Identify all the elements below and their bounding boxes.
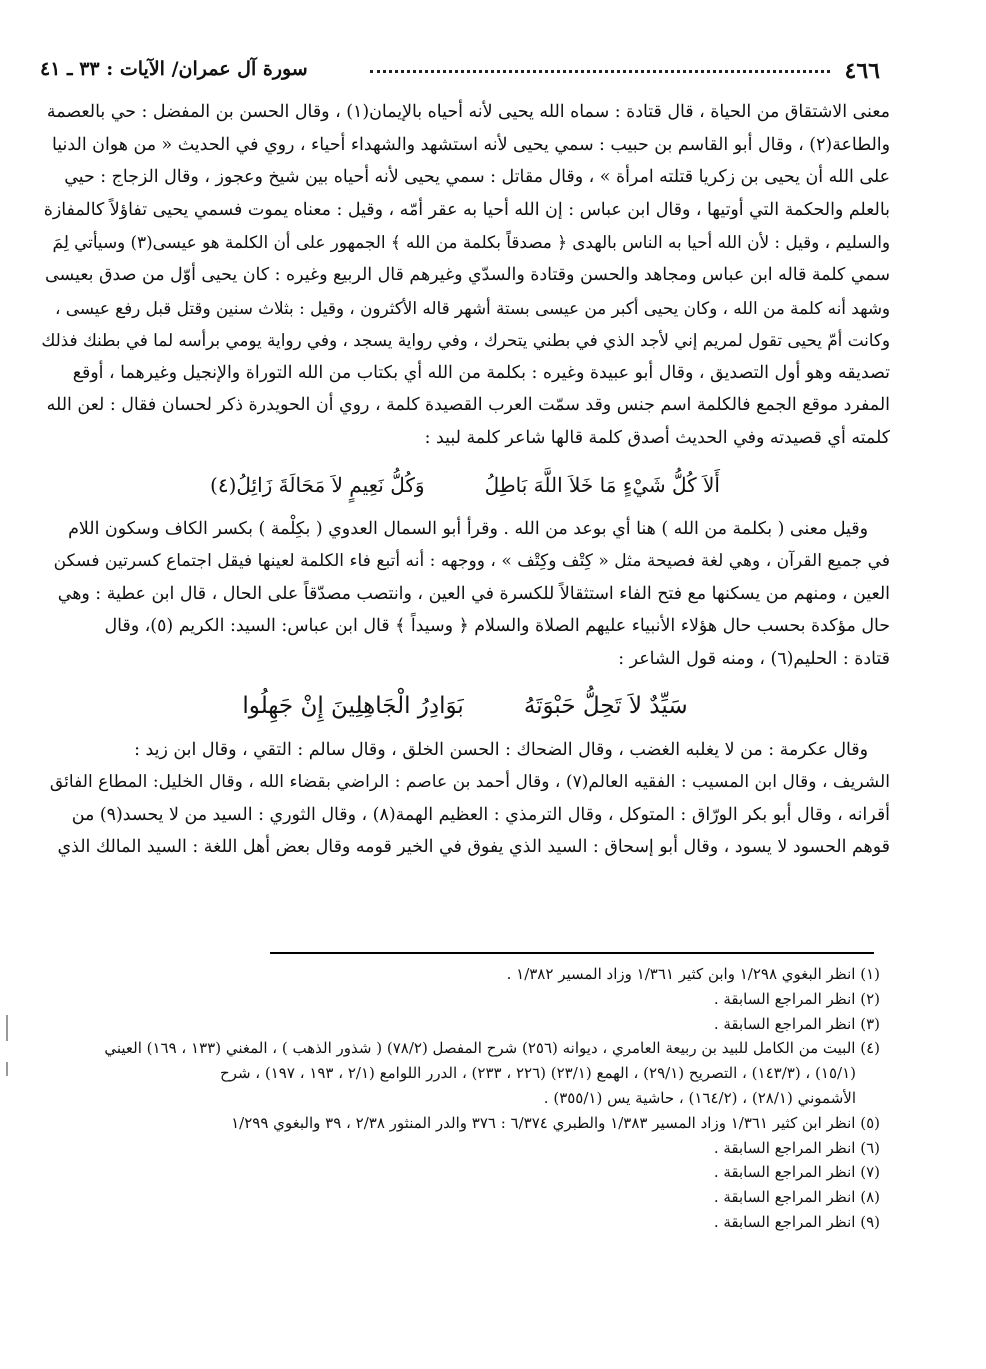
scan-margin-mark: [6, 1062, 8, 1076]
text-line: قتادة : الحليم(٦) ، ومنه قول الشاعر :: [618, 648, 890, 669]
text-line: تصديقه وهو أول التصديق ، وقال أبو عبيدة وغيره : بكلمة من الله أي بكتاب من الله التوراة والإنجيل وغيرهما ، أوقع: [72, 362, 890, 383]
text-line: العين ، ومنهم من يسكنها مع فتح الفاء استثقالاً للكسرة في العين ، وانتصب مصدّقاً على الحال ، قال ابن عطية : وهي: [57, 583, 890, 604]
text-line: والسليم ، وقيل : لأن الله أحيا به الناس بالهدى ﴿ مصدقاً بكلمة من الله ﴾ الجمهور على أن الكلمة هو عيسى(٣) وسيأتي لِمَ: [52, 232, 890, 253]
footnote: (٧) انظر المراجع السابقة .: [713, 1163, 880, 1182]
footnote: (٢) انظر المراجع السابقة .: [713, 989, 880, 1008]
footnote: (٣) انظر المراجع السابقة .: [713, 1014, 880, 1033]
text-line: قوهم الحسود لا يسود ، وقال أبو إسحاق : السيد الذي يفوق في الخير قومه وقال بعض أهل اللغة : السيد المالك الذي: [57, 837, 890, 858]
footnote: (١) انظر البغوي ١/٢٩٨ وابن كثير ١/٣٦١ وزاد المسير ١/٣٨٢ .: [506, 965, 880, 983]
verse-first-hemistich: سَيِّدٌ لاَ تَحِلُّ حَبْوَتَهُ: [523, 692, 688, 719]
text-line: في جميع القرآن ، وهي لغة فصيحة مثل « كِتْف وكِتْف » ، ووجهه : أنه أتبع فاء الكلمة لعينها فيقل اجتماع كسرتين فسكن: [53, 551, 890, 572]
surah-title: سورة آل عمران/ الآيات : ٣٣ ـ ٤١: [40, 58, 308, 80]
text-line: والطاعة(٢) ، وقال أبو القاسم بن حبيب : سمي يحيى لأنه استشهد والشهداء أحياء ، روي في الحديث « من هوان الدنيا: [52, 134, 890, 155]
main-text: [40, 96, 890, 864]
text-line: على الله أن يحيى بن زكريا قتلته امرأة » ، وقال مقاتل : سمي يحيى لأنه أحياه بين شيخ وعجوز ، وقال الزجاج : حيي: [64, 167, 890, 188]
page-header: [40, 56, 880, 90]
text-line: بالعلم والحكمة التي أوتيها ، وقال ابن عباس : إن الله أحيا به عقر أمّه ، وقيل : معناه يموت فسمي يحيى تفاؤلاً كالمفازة: [43, 199, 890, 220]
verse-second-hemistich: بَوَادِرُ الْجَاهِلِينَ إِنْ جَهِلُوا: [242, 692, 464, 719]
footnote-continuation: (١٥/١) ، (١٤٣/٣) ، التصريح (٢٩/١) ، الهمع (٢٣/١) (٢٢٦ ، ٢٣٣) ، الدرر اللوامع (٢/١ ، ١٩٣ ، ١٩٧) ، شرح: [219, 1064, 856, 1083]
text-line: معنى الاشتقاق من الحياة ، قال قتادة : سماه الله يحيى لأنه أحياه بالإيمان(١) ، وقال الحسن بن المفضل : حي بالعصمة: [46, 102, 890, 122]
text-line: الشريف ، وقال ابن المسيب : الفقيه العالم(٧) ، وقال أحمد بن عاصم : الراضي بقضاء الله ، وقال الخليل: المطاع الفائق: [49, 772, 890, 793]
poetry-verse-sayyid: [40, 686, 890, 726]
text-line: وقال عكرمة : من لا يغلبه الغضب ، وقال الضحاك : الحسن الخلق ، وقال سالم : التقي ، وقال ابن زيد :: [134, 739, 868, 760]
footnotes: [40, 962, 880, 1235]
footnote-separator: [270, 952, 874, 954]
footnote-continuation: الأشموني (٢٨/١) ، (١٦٤/٢) ، حاشية يس (٣٥٥/١) .: [543, 1088, 856, 1107]
text-line: كلمته أي قصيدته وفي الحديث أصدق كلمة قالها شاعر كلمة لبيد :: [424, 427, 890, 448]
verse-first-hemistich: أَلاَ كُلُّ شَيْءٍ مَا خَلاَ اللَّهَ بَاطِلُ: [484, 472, 720, 497]
text-line: أقرانه ، وقال أبو بكر الورّاق : المتوكل ، وقال الترمذي : العظيم الهمة(٨) ، وقال الثوري : السيد من لا يحسد(٩) من: [71, 804, 890, 825]
footnote: (٦) انظر المراجع السابقة .: [713, 1138, 880, 1157]
footnote: (٩) انظر المراجع السابقة .: [713, 1212, 880, 1231]
footnote: (٨) انظر المراجع السابقة .: [713, 1188, 880, 1207]
verse-second-hemistich: وَكُلُّ نَعِيمٍ لاَ مَحَالَةَ زَائِلُ(٤): [210, 472, 425, 497]
scan-margin-mark: [6, 1015, 8, 1041]
footnote: (٤) البيت من الكامل للبيد بن ربيعة العامري ، ديوانه (٢٥٦) شرح المفصل (٧٨/٢) ( شذور الذهب ) ، المغني (١٣٣ ، ١٦٩) العيني: [104, 1039, 880, 1058]
text-line: وشهد أنه كلمة من الله ، وكان يحيى أكبر من عيسى بستة أشهر قاله الأكثرون ، وقيل : بثلاث سنين وقتل قبل رفع عيسى ،: [55, 297, 890, 318]
footnote: (٥) انظر ابن كثير ١/٣٦١ وزاد المسير ١/٣٨٣ والطبري ٦/٣٧٤ : ٣٧٦ والدر المنثور ٢/٣٨ ، ٣٩ والبغوي ١/٢٩٩: [231, 1113, 880, 1132]
text-line: وكانت أمّ يحيى تقول لمريم إني لأجد الذي في بطني يتحرك ، وفي رواية يسجد ، وفي رواية يومي برأسه لما في بطنك فذلك: [41, 330, 890, 351]
text-line: سمي كلمة قاله ابن عباس ومجاهد والحسن وقتادة والسدّي وغيرهم قال الربيع وغيره : كان يحيى أوّل من صدق بعيسى: [45, 264, 890, 285]
text-line: حال مؤكدة بحسب حال هؤلاء الأنبياء عليهم الصلاة والسلام ﴿ وسيداً ﴾ قال ابن عباس: السيد: الكريم (٥)، وقال: [104, 616, 890, 637]
header-dotted-leader: [370, 70, 830, 73]
text-line: وقيل معنى ( بكلمة من الله ) هنا أي بوعد من الله . وقرأ أبو السمال العدوي ( بكِلْمة ) بكسر الكاف وسكون اللام: [68, 518, 868, 539]
text-line: المفرد موقع الجمع فالكلمة اسم جنس وقد سمّت العرب القصيدة كلمة ، روي أن الحويدرة ذكر لحسان فقال : لعن الله: [46, 395, 890, 416]
page-number: ٤٦٦: [844, 58, 880, 84]
poetry-verse-labid: [40, 465, 890, 505]
